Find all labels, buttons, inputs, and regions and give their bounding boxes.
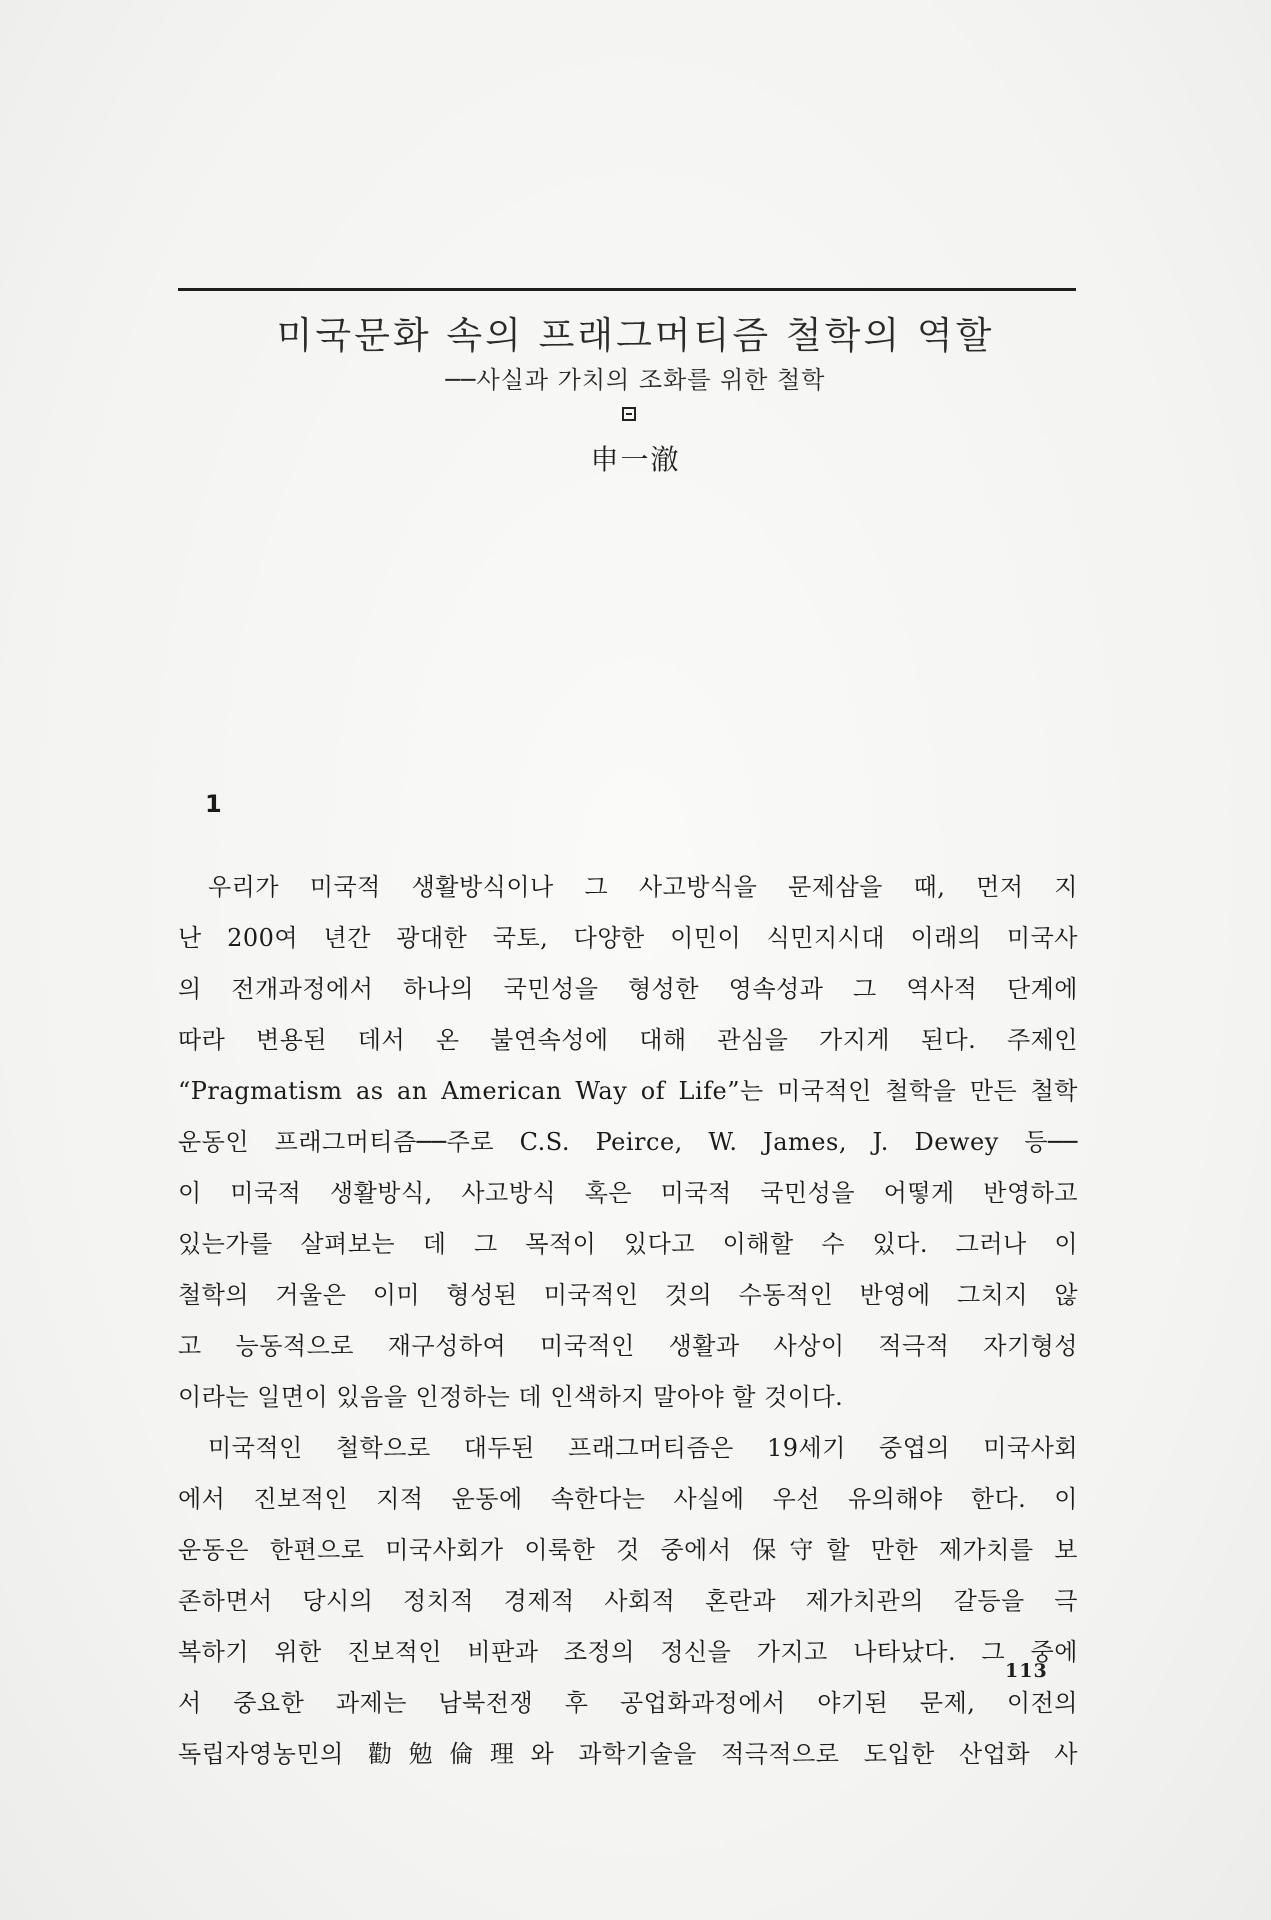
body-line: 에서 진보적인 지적 운동에 속한다는 사실에 우선 유의해야 한다. 이: [178, 1485, 1078, 1513]
body-text: [178, 862, 1078, 1780]
author-mark-icon: [622, 407, 636, 421]
article-subtitle: ──사실과 가치의 조화를 위한 철학: [445, 366, 826, 394]
body-line: 운동은 한편으로 미국사회가 이룩한 것 중에서 保守할 만한 제가치를 보: [178, 1536, 1078, 1564]
author-name: 申一澈: [590, 443, 681, 476]
section-number: 1: [205, 790, 222, 818]
body-line: 미국적인 철학으로 대두된 프래그머티즘은 19세기 중엽의 미국사회: [208, 1434, 1078, 1462]
body-line: “Pragmatism as an American Way of Life”는 미국적인 철학을 만든 철학: [178, 1077, 1078, 1105]
body-line: 서 중요한 과제는 남북전쟁 후 공업화과정에서 야기된 문제, 이전의: [178, 1689, 1078, 1717]
body-line: 독립자영농민의 勸勉倫理와 과학기술을 적극적으로 도입한 산업화 사: [178, 1740, 1078, 1768]
body-line: 운동인 프래그머티즘──주로 C.S. Peirce, W. James, J. Dewey 등──: [178, 1128, 1078, 1156]
body-line: 고 능동적으로 재구성하여 미국적인 생활과 사상이 적극적 자기형성: [178, 1332, 1078, 1360]
body-line: 따라 변용된 데서 온 불연속성에 대해 관심을 가지게 된다. 주제인: [178, 1026, 1078, 1054]
body-line: 의 전개과정에서 하나의 국민성을 형성한 영속성과 그 역사적 단계에: [178, 975, 1078, 1003]
page-number: 113: [1005, 1660, 1048, 1682]
article-title: 미국문화 속의 프래그머티즘 철학의 역할: [276, 314, 995, 357]
body-line: 우리가 미국적 생활방식이나 그 사고방식을 문제삼을 때, 먼저 지: [208, 873, 1078, 901]
body-line: 이 미국적 생활방식, 사고방식 혹은 미국적 국민성을 어떻게 반영하고: [178, 1179, 1078, 1207]
body-line: 복하기 위한 진보적인 비판과 조정의 정신을 가지고 나타났다. 그 중에: [178, 1638, 1078, 1666]
body-line: 난 200여 년간 광대한 국토, 다양한 이민이 식민지시대 이래의 미국사: [178, 924, 1078, 952]
body-line: 있는가를 살펴보는 데 그 목적이 있다고 이해할 수 있다. 그러나 이: [178, 1230, 1078, 1258]
body-line: 존하면서 당시의 정치적 경제적 사회적 혼란과 제가치관의 갈등을 극: [178, 1587, 1078, 1615]
body-line: 철학의 거울은 이미 형성된 미국적인 것의 수동적인 반영에 그치지 않: [178, 1281, 1078, 1309]
header-rule: [178, 288, 1076, 291]
body-line: 이라는 일면이 있음을 인정하는 데 인색하지 말아야 할 것이다.: [178, 1383, 844, 1411]
